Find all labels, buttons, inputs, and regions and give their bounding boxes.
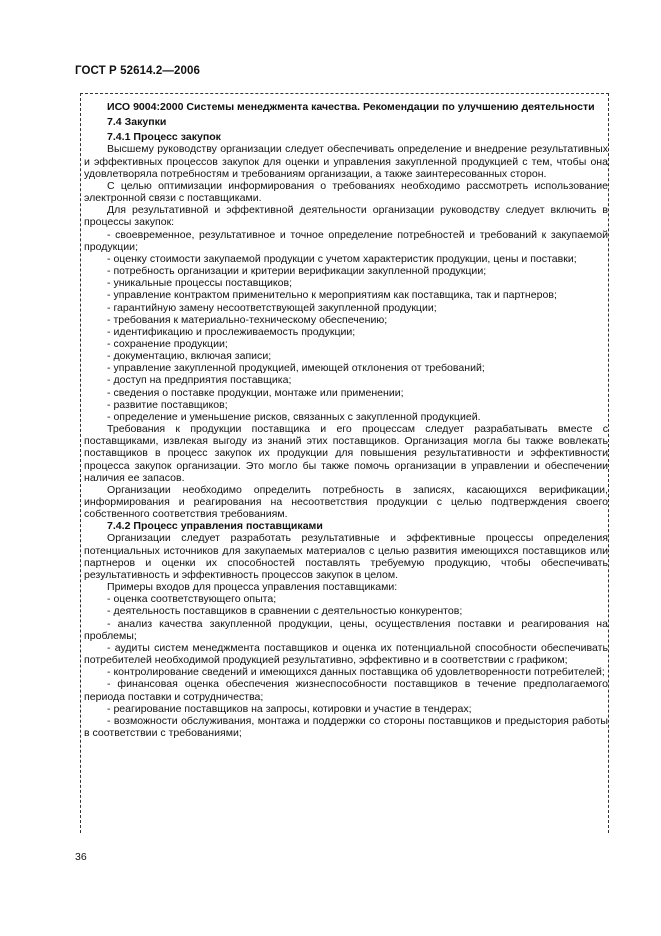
section-heading-7-4-1: 7.4.1 Процесс закупок bbox=[107, 131, 221, 144]
paragraph-7: Примеры входов для процесса управления поставщиками: bbox=[107, 581, 398, 594]
list-item: - реагирование поставщиков на запросы, котировки и участие в тендерах; bbox=[107, 702, 472, 715]
paragraph-2: С целью оптимизации информирования о требованиях необходимо рассмотреть использование электронной связи с поставщиками. bbox=[84, 179, 608, 205]
list-item: - контролирование сведений и имеющихся данных поставщика об удовлетворенности потребителей; bbox=[107, 666, 605, 679]
list-item: - управление контрактом применительно к мероприятиям как поставщика, так и партнеров; bbox=[107, 289, 557, 302]
list-item: - документацию, включая записи; bbox=[107, 350, 272, 363]
list-item: - деятельность поставщиков в сравнении с деятельностью конкурентов; bbox=[107, 605, 463, 618]
paragraph-3: Для результативной и эффективной деятельности организации руководству следует включить в процессы закупок: bbox=[84, 204, 608, 229]
list-item: - финансовая оценка обеспечения жизнеспособности поставщиков в течение предполагаемого периода поставки и сотрудничества; bbox=[84, 678, 608, 703]
section-heading-7-4: 7.4 Закупки bbox=[107, 116, 167, 129]
list-item: - определение и уменьшение рисков, связанных с закупленной продукцией. bbox=[107, 410, 481, 423]
list-item: - уникальные процессы поставщиков; bbox=[107, 277, 293, 290]
list-item: - возможности обслуживания, монтажа и поддержки со стороны поставщиков и предыстория работы в соответствии с требованиями; bbox=[84, 714, 608, 739]
document-header: ГОСТ Р 52614.2—2006 bbox=[75, 65, 200, 77]
list-item: - сведения о поставке продукции, монтаже или применении; bbox=[107, 386, 404, 399]
page-number: 36 bbox=[75, 851, 87, 863]
standard-title: ИСО 9004:2000 Системы менеджмента качества. Рекомендации по улучшению деятельности bbox=[107, 101, 595, 113]
list-item: - управление закупленной продукцией, имеющей отклонения от требований; bbox=[107, 362, 485, 375]
list-item: - гарантийную замену несоответствующей закупленной продукции; bbox=[107, 301, 437, 314]
paragraph-1: Высшему руководству организации следует обеспечивать определение и внедрение результативных и эффективных процессов закупок для оценки и управления закупленной продукцией с тем, чтобы она удовлетворяла потребностям и требованиям организации, а также заинтересованных сторон. bbox=[84, 143, 608, 180]
list-item: - требования к материально-техническому обеспечению; bbox=[107, 313, 388, 326]
list-item: - оценка соответствующего опыта; bbox=[107, 593, 277, 606]
list-item: - потребность организации и критерии верификации закупленной продукции; bbox=[107, 265, 487, 278]
list-item: - анализ качества закупленной продукции, цены, осуществления поставки и реагирования на проблемы; bbox=[84, 617, 608, 642]
list-item: - аудиты систем менеджмента поставщиков и оценка их потенциальной способности обеспечивать потребителей необходимой продукцией результативно, эффективно и в соответствии с графиком; bbox=[84, 641, 608, 667]
paragraph-6: Организации следует разработать результативные и эффективные процессы определения потенциальных источников для закупаемых материалов с целью развития имеющихся поставщиков или партнеров и оценки их способностей поставлять требуемую продукцию, чтобы обеспечивать результативность и эффективность процессов закупок в целом. bbox=[84, 532, 608, 581]
list-item: - идентификацию и прослеживаемость продукции; bbox=[107, 325, 356, 338]
list-item: - развитие поставщиков; bbox=[107, 398, 228, 411]
list-item: - доступ на предприятия поставщика; bbox=[107, 374, 292, 387]
paragraph-4: Требования к продукции поставщика и его процессам следует разрабатывать вместе с поставщиками, извлекая выгоду из знаний этих поставщиков. Организация могла бы также вовлекать поставщиков в процесс закупок их продукции для повышения результативности и эффективности процесса закупок организации. Это могло бы также помочь организации в управлении и обеспечении наличия ее запасов. bbox=[84, 423, 608, 484]
list-item: - сохранение продукции; bbox=[107, 337, 228, 350]
list-item: - оценку стоимости закупаемой продукции с учетом характеристик продукции, цены и поставки; bbox=[107, 252, 577, 265]
paragraph-5: Организации необходимо определить потребность в записях, касающихся верификации, информирования и реагирования на несоответствия продукции с целью подтверждения своего собственного соответствия требованиям. bbox=[84, 483, 608, 521]
document-body bbox=[84, 101, 608, 739]
list-item: - своевременное, результативное и точное определение потребностей и требований к закупаемой продукции; bbox=[84, 228, 608, 253]
section-heading-7-4-2: 7.4.2 Процесс управления поставщиками bbox=[107, 520, 323, 533]
